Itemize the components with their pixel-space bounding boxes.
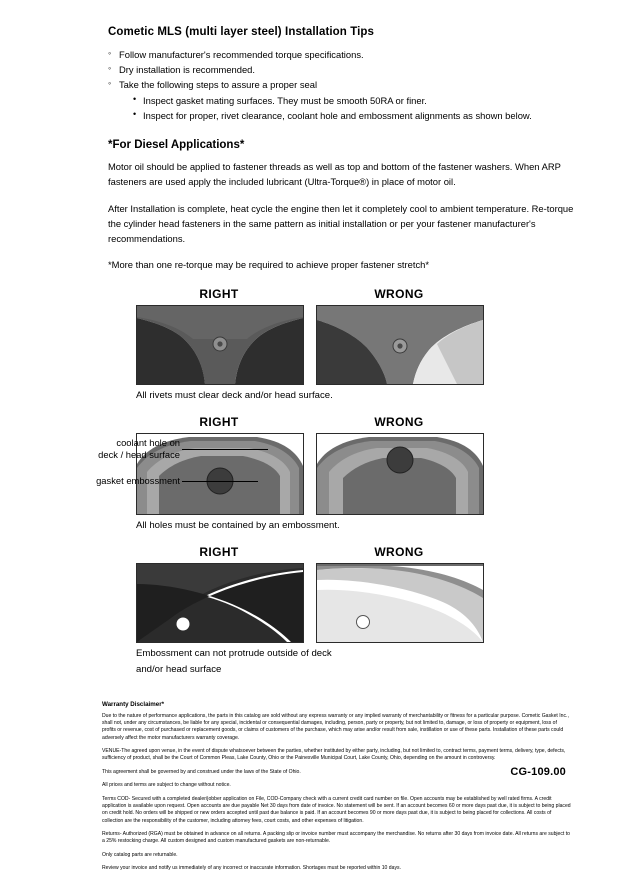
warranty-paragraph: Review your invoice and notify us immediately of any incorrect or inaccurate information. Shortages must be reported within 10 days. — [102, 865, 401, 872]
figure-embossment-right — [136, 563, 304, 643]
warranty-paragraph: Terms COD- Secured with a completed dealer/jobber application on File, COD-Company check with a current credit card number on file. Open accounts may be established by well rated firms. A credit application is available upon request. Open accounts are due payable Net 30 days from date of invoice. No statement will be sent. If an account becomes 60 or more days past due, it is subject to being placed on credit hold. No orders will be shipped or new orders accepted until past due balance is paid. If an account becomes 90 or more days past due, it is subject to being placed for collections. All costs of collection are the responsibility of the customer, including attorney fees, court costs, and other expenses of litigation. — [102, 795, 571, 824]
figure-label-right-3: RIGHT — [199, 544, 239, 559]
warranty-paragraph: Returns- Authorized (RGA) must be obtained in advance on all returns. A packing slip or invoice number must accompany the merchandise. No returns after 30 days from invoice date. All returns are subject to a 25% restocking charge. All custom designed and custom manufactured gaskets are non-returnable. — [102, 831, 571, 845]
figure-label-wrong-3: WRONG — [374, 544, 424, 559]
document-number: CG-109.00 — [510, 766, 566, 778]
leader-line-coolant — [182, 449, 268, 450]
caption-row-rivets — [40, 385, 578, 401]
figure-cell-wrong — [316, 287, 482, 385]
figure-row-holes — [40, 415, 578, 515]
figure-rivet-right — [136, 305, 304, 385]
installation-tips-list — [108, 47, 578, 123]
figure-cell-right — [136, 287, 302, 385]
warranty-paragraph: All prices and terms are subject to change without notice. — [102, 782, 231, 789]
list-item: ◦ Follow manufacturer's recommended torque specifications. — [108, 47, 578, 62]
figure-cell-right-3 — [136, 545, 302, 643]
diesel-heading: *For Diesel Applications* — [108, 139, 245, 152]
figure-caption-embossment-2: and/or head surface — [136, 663, 222, 675]
figure-label-right-2: RIGHT — [199, 414, 239, 429]
figure-rivet-wrong — [316, 305, 484, 385]
figure-label-wrong: WRONG — [374, 286, 424, 301]
warranty-paragraph: Due to the nature of performance applications, the parts in this catalog are sold without any express warranty or any implied warranty of merchantability or fitness for a particular purpose. Cometic Gasket Inc., shall not, under any circumstances, be liable for any special, incidental or consequential damages, including, person, party or property, but not limited to, damage, or loss of property or equipment, loss of profits or revenue, cost of purchased or replacement goods, or claims of customers of the purchase, which may arise and/or result from sale, instillation or use of these parts. Installation of these parts could adversely affect the motor manufacturers warranty coverage. — [102, 712, 569, 741]
figure-label-right: RIGHT — [199, 286, 239, 301]
figure-cell-wrong-3 — [316, 545, 482, 643]
leader-line-embossment — [182, 481, 258, 482]
figure-cell-right-2 — [136, 415, 302, 515]
installation-sub-list — [119, 93, 578, 123]
warranty-paragraph: Only catalog parts are returnable. — [102, 851, 178, 858]
list-item: • Inspect gasket mating surfaces. They must be smooth 50RA or finer. — [133, 93, 578, 108]
list-item — [108, 77, 578, 123]
figure-row-embossment — [40, 545, 578, 643]
figure-row-rivets — [40, 287, 578, 385]
diesel-paragraph-1: Motor oil should be applied to fastener threads as well as top and bottom of the fastener washers. When ARP fasteners are used apply the included lubricant (Ultra-Torque®) in place of motor oil. — [108, 161, 561, 188]
figure-caption-holes: All holes must be contained by an embossment. — [136, 519, 340, 531]
callout-gasket-embossment: gasket embossment — [96, 474, 180, 486]
caption-row-holes — [40, 515, 578, 531]
figure-caption-rivets: All rivets must clear deck and/or head surface. — [136, 389, 333, 401]
warranty-paragraph: This agreement shall be governed by and construed under the laws of the State of Ohio. — [102, 768, 301, 775]
figures-section — [40, 287, 578, 675]
figure-cell-wrong-2 — [316, 415, 482, 515]
list-item: • Inspect for proper, rivet clearance, coolant hole and embossment alignments as shown below. — [133, 108, 578, 123]
list-item-label: Take the following steps to assure a proper seal — [119, 79, 318, 91]
warranty-section — [102, 701, 572, 873]
warranty-heading: Warranty Disclaimer* — [102, 700, 165, 708]
figure-hole-wrong — [316, 433, 484, 515]
page-title: Cometic MLS (multi layer steel) Installation Tips — [108, 26, 375, 38]
callout-coolant-hole: coolant hole on deck / head surface — [98, 436, 180, 460]
figure-label-wrong-2: WRONG — [374, 414, 424, 429]
callouts-container — [40, 415, 578, 515]
warranty-paragraph: VENUE-The agreed upon venue, in the event of dispute whatsoever between the parties, whether instituted by either party, including, but not limited to, contract terms, payment terms, delivery, type, defects, sufficiency of product, shall be the Court of Common Pleas, Lake County, Ohio or the Painesville Municipal Court, Lake County, Ohio, depending on the amount in controversy. — [102, 748, 566, 762]
list-item: ◦ Dry installation is recommended. — [108, 62, 578, 77]
caption-row-embossment — [40, 643, 578, 675]
diesel-paragraph-2: After Installation is complete, heat cycle the engine then let it completely cool to ambient temperature. Re-torque the cylinder head fasteners in the same pattern as initial installation or per your fastener manufacturer's recommendations. — [108, 202, 574, 245]
figure-embossment-wrong — [316, 563, 484, 643]
figure-caption-embossment-1: Embossment can not protrude outside of deck — [136, 647, 332, 659]
retorque-note: *More than one re-torque may be required to achieve proper fastener stretch* — [108, 259, 430, 271]
